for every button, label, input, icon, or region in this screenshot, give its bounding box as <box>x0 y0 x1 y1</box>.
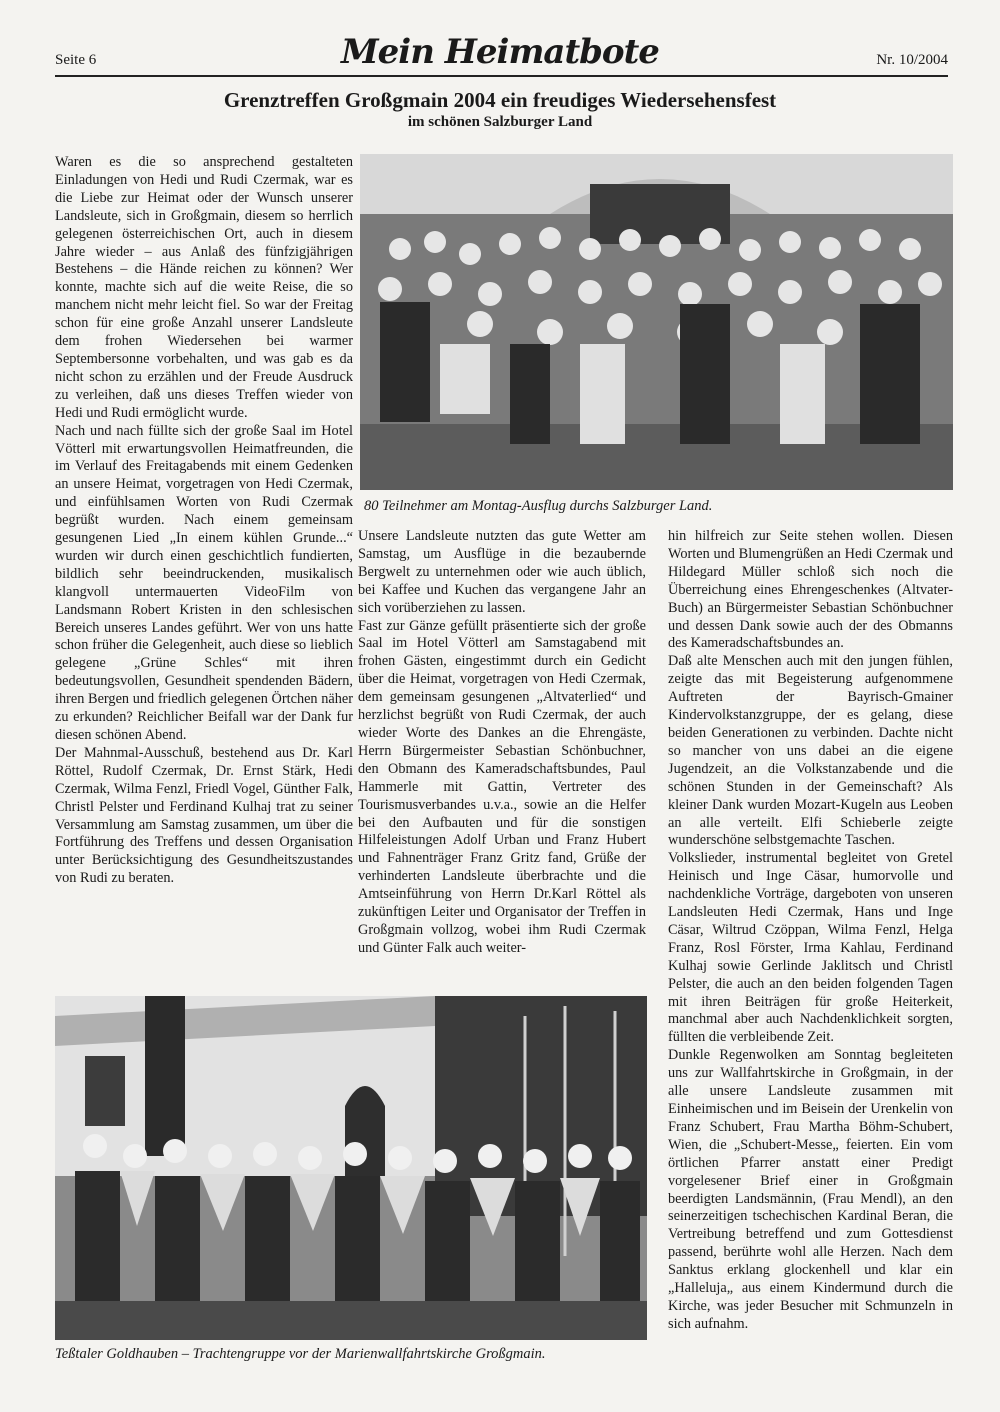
page-number: Seite 6 <box>55 52 97 68</box>
article-subtitle: im schönen Salzburger Land <box>407 114 593 130</box>
paragraph: Waren es die so ansprechend gestalteten Einladungen von Hedi und Rudi Czermak, war es die Liebe zur Heimat oder der Wunsch unserer Landsleute, sich in Großgmain, diesem so herrlich gelegenen österreichischen Ort, auch in diesem Jahre wieder – aus Anlaß des fünfzigjährigen Bestehens – die Hände reichen zu können? Wer konnte, machte sich auf die weite Reise, die so manchem nicht mehr leicht fiel. So war der Freitag schon für eine große Anzahl unserer Landsleute dem frohen Wiedersehen bei warmer Septembersonne vorbehalten, und was gab es da nicht schon zu erzählen und der Freude Ausdruck zu verleihen, daß uns dieses Treffen wieder von Hedi und Rudi ermöglicht wurde. <box>55 154 353 421</box>
paragraph: Volkslieder, instrumental begleitet von Gretel Heinisch und Inge Cäsar, humorvolle und nachdenkliche Vorträge, dargeboten von unseren Landsleuten Hedi Czermak, Hans und Inge Cäsar, Wiltrud Czöppan, Wilma Fenzl, Helga Franz, Rosl Förster, Irma Kahlau, Ferdinand Kulhaj sowie Gerlinde Jaklitsch und Christl Pelster, die auch an den beiden folgenden Tagen mit ihren Beiträgen für große Heiterkeit, manchmal aber auch Nachdenklichkeit sorgten, füllten die verbleibende Zeit. <box>668 850 953 1046</box>
paragraph: Daß alte Menschen auch mit den jungen fühlen, zeigte das mit Begeisterung aufgenommene Auftreten der Bayrisch-Gmainer Kindervolkstanzgruppe, der es gelang, diese beiden Generationen zu verbinden. Dachte nicht so mancher von uns dabei an die eigene Jugendzeit, an die Volkstanzabende und die schönen Stunden in der Gemeinschaft? Als kleiner Dank wurden Mozart-Kugeln aus Leoben an alle verteilt. Elfi Schieberle zeigte wunderschöne selbstgemachte Taschen. <box>668 653 953 849</box>
text-column-3 <box>668 528 953 1334</box>
goldhauben-photo <box>55 996 647 1340</box>
paragraph: hin hilfreich zur Seite stehen wollen. Diesen Worten und Blumengrüßen an Hedi Czermak und Hildegard Müller schloß sich noch die Überreichung eines Ehrengeschenkes (Altvater-Buch) an Bürgermeister Sebastian Schönbuchner und dessen Dank sowie auch der des Obmanns des Kameradschaftsbundes an. <box>668 528 953 652</box>
text-column-2 <box>358 528 646 958</box>
paragraph: Der Mahnmal-Ausschuß, bestehend aus Dr. Karl Röttel, Rudolf Czermak, Dr. Ernst Stärk, Hedi Czermak, Wilma Fenzl, Friedl Vogel, Günther Falk, Christl Pelster und Ferdinand Kulhaj trat zu seiner Versammlung am Samstag zusammen, um über die Fortführung des Treffens und dessen Organisation unter Berücksichtigung des Gesundheitszustandes von Rudi zu beraten. <box>55 744 353 887</box>
issue-number: Nr. 10/2004 <box>876 52 948 68</box>
paragraph: Nach und nach füllte sich der große Saal im Hotel Vötterl mit erwartungsvollen Heimatfreunden, die im Verlauf des Freitagabends mit einem Gedenken an unsere Heimat, vorgetragen von Hedi Czermak, und einfühlsamen Worten von Rudi Czermak begrüßt wurden. Nach einem gemeinsam gesungenen Lied „In einem kühlen Grunde...“ wurden wir durch einen geschichtlich fundierten, bildlich sehr beeindruckenden, musikalisch klangvoll untermauerten VideoFilm von Landsmann Robert Kristen in den schlesischen Bereich unseres Landes geführt. Wer von uns hatte schon früher die Gelegenheit, auch diese so lieblich gelegene „Grüne Schles“ mit ihren bedeutungsvollen, Gesundheit spendenden Bädern, ihren Bergen und friedlich gelegenen Örtchen näher zu erkunden? Reichlicher Beifall war der Dank fur diesen schönen Abend. <box>55 422 353 743</box>
goldhauben-photo-caption: Teßtaler Goldhauben – Trachtengruppe vor der Marienwallfahrtskirche Großgmain. <box>55 1346 546 1362</box>
masthead-logo: Mein Heimatbote <box>341 32 659 72</box>
header-rule <box>55 75 948 77</box>
paragraph: Dunkle Regenwolken am Sonntag begleiteten uns zur Wallfahrtskirche in Großgmain, in der alle unsere Landsleute zusammen mit Einheimischen und im Beisein der Urenkelin von Franz Schubert, Frau Martha Böhm-Schubert, Wien, die „Schubert-Messe„ feierten. Ein vom örtlichen Pfarrer anstatt einer Predigt vorgelesener Brief einer in Großgmain beerdigten Landsmännin, (Frau Mendl), an den seinerzeitigen tschechischen Kardinal Beran, die Vertreibung betreffend und zum Gottesdienst passend, berührte wohl alle Herzen. Nach dem Sanktus erklang glockenhell und klar ein „Halleluja„ aus einem Kindermund durch die Kirche, was jeder Besucher mit Schmunzeln in sich aufnahm. <box>668 1047 953 1332</box>
paragraph: Unsere Landsleute nutzten das gute Wetter am Samstag, um Ausflüge in die bezaubernde Bergwelt zu unternehmen oder wie auch üblich, bei Kaffee und Kuchen das vergangene Jahr an sich vorüberziehen zu lassen. <box>358 528 646 616</box>
group-photo-caption: 80 Teilnehmer am Montag-Ausflug durchs Salzburger Land. <box>364 498 713 514</box>
paragraph: Fast zur Gänze gefüllt präsentierte sich der große Saal im Hotel Vötterl am Samstagabend mit frohen Gästen, eingestimmt durch ein Gedicht über die Heimat, vorgetragen von Hedi Czermak, dem gemeinsam gesungenen „Altvaterlied“ und herzlichst begrüßt von Rudi Czermak, der auch wieder Worte des Dankes an die Ehrengäste, Herrn Bürgermeister Sebastian Schönbuchner, den Obmann des Kameradschaftsbundes, Paul Hammerle mit Gattin, Vertreter des Tourismusverbandes u.v.a., sowie an die Helfer bei den Aufbauten und für die sonstigen Hilfeleistungen Adolf Urban und Franz Hubert und Fahnenträger Franz Gritz fand, Grüße der verhinderten Landsleute überbrachte und die Amtseinführung von Herrn Dr.Karl Röttel als zukünftigen Leiter und Organisator der Treffen in Großgmain vollzog, wobei ihm Rudi Czermak und Günter Falk auch weiter- <box>358 617 646 956</box>
group-photo <box>360 154 953 490</box>
article-title: Grenztreffen Großgmain 2004 ein freudiges Wiedersehensfest <box>223 88 777 112</box>
text-column-1 <box>55 154 353 888</box>
